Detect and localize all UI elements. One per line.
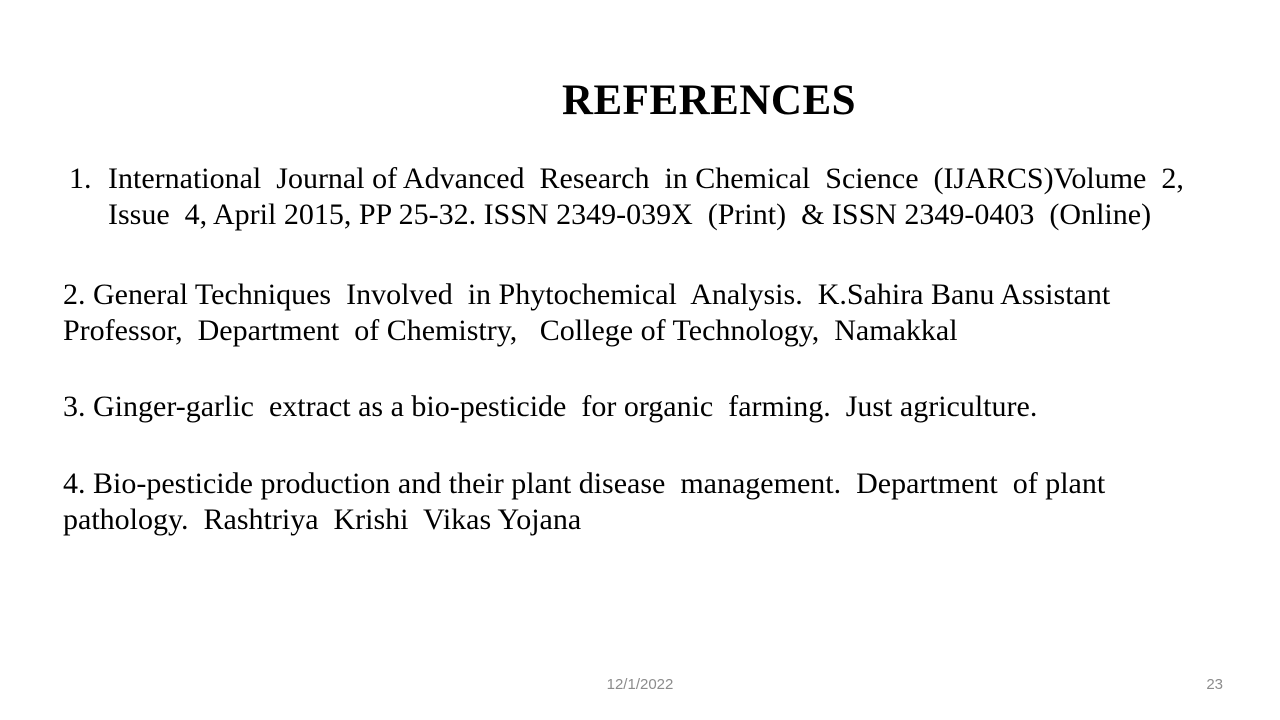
reference-2-line-2: Professor, Department of Chemistry, College of Technology, Namakkal [63, 314, 958, 347]
reference-item-1 [69, 161, 1184, 233]
reference-1-line-2: Issue 4, April 2015, PP 25-32. ISSN 2349-039X (Print) & ISSN 2349-0403 (Online) [108, 198, 1152, 231]
reference-item-2 [63, 277, 1110, 349]
reference-4-line-2: pathology. Rashtriya Krishi Vikas Yojana [63, 503, 582, 536]
reference-2-line-1: 2. General Techniques Involved in Phytochemical Analysis. K.Sahira Banu Assistant [63, 278, 1111, 311]
slide-title: REFERENCES [561, 77, 857, 124]
reference-1-line-1: International Journal of Advanced Research in Chemical Science (IJARCS)Volume 2, [108, 162, 1184, 195]
reference-item-3 [63, 389, 1037, 425]
footer-date: 12/1/2022 [606, 676, 674, 693]
reference-3-line-1: 3. Ginger-garlic extract as a bio-pesticide for organic farming. Just agriculture. [63, 390, 1038, 423]
reference-item-4 [63, 466, 1105, 538]
slide-number: 23 [1206, 676, 1223, 693]
reference-1-number: 1. [69, 162, 92, 195]
reference-4-line-1: 4. Bio-pesticide production and their plant disease management. Department of plant [63, 467, 1106, 500]
